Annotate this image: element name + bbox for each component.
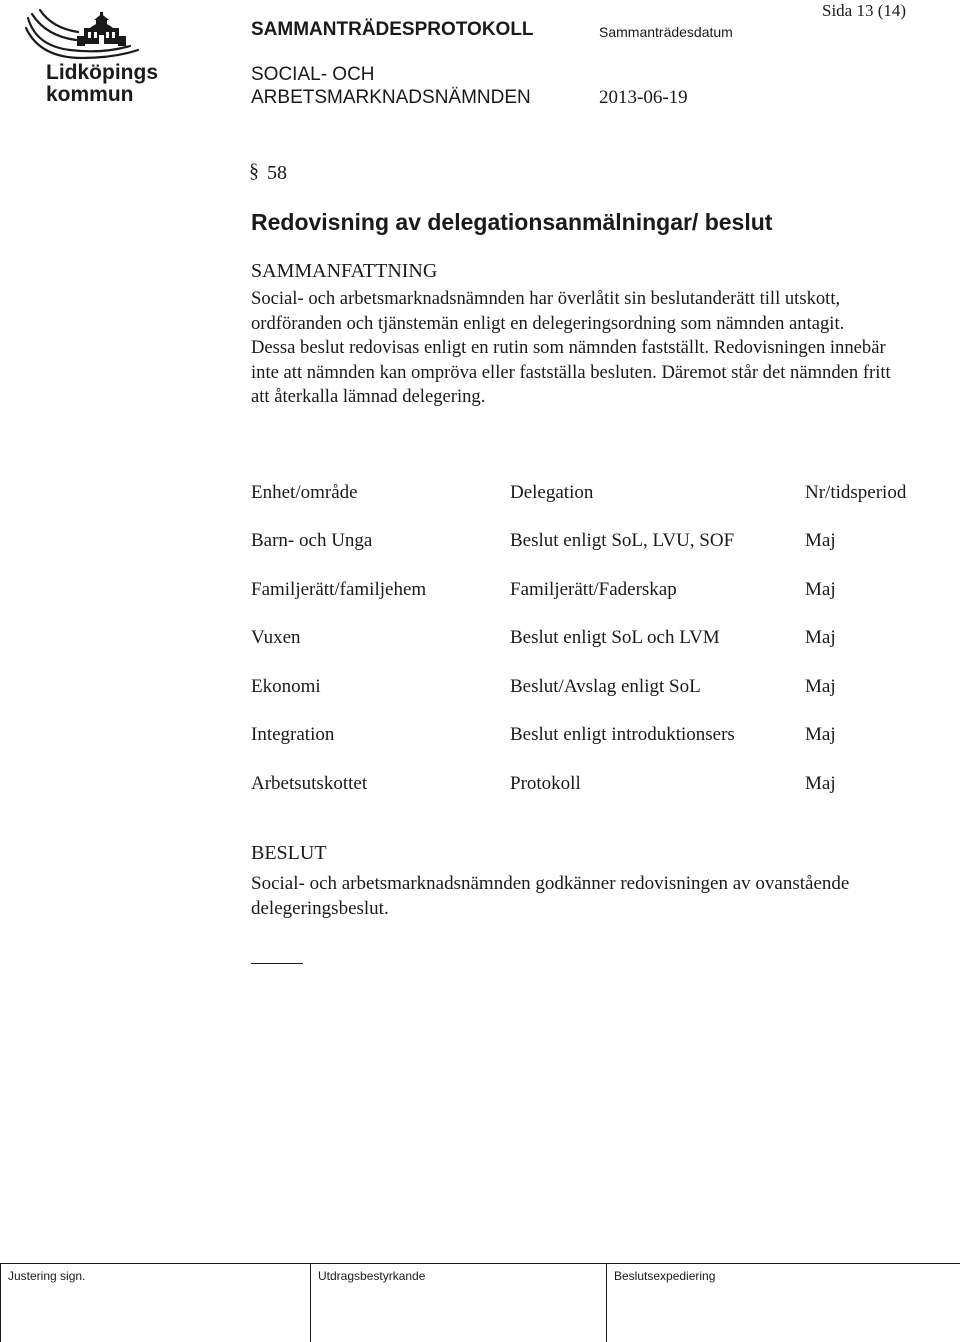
table-cell: Beslut enligt SoL och LVM [510,627,720,648]
table-cell: Maj [805,627,836,648]
table-cell: Vuxen [251,627,301,648]
table-cell: Maj [805,530,836,551]
header-period: Nr/tidsperiod [805,482,907,503]
table-cell: Familjerätt/familjehem [251,579,427,600]
logo-text-line1: Lidköpings [46,61,158,84]
committee-name-line1: SOCIAL- OCH [251,64,375,85]
table-cell: Integration [251,724,335,745]
date-label: Sammanträdesdatum [599,24,733,40]
logo-text-line2: kommun [46,83,134,106]
header-delegation: Delegation [510,482,594,503]
table-cell: Ekonomi [251,676,321,697]
table-cell: Maj [805,676,836,697]
footer-label-justering: Justering sign. [8,1269,86,1283]
header-unit: Enhet/område [251,482,358,503]
committee-name-line2: ARBETSMARKNADSNÄMNDEN [251,87,531,108]
logo-wordmark [46,62,158,106]
footer-divider [606,1264,607,1342]
page-number: Sida 13 (14) [822,1,907,20]
document-type: SAMMANTRÄDESPROTOKOLL [251,19,534,40]
summary-label: SAMMANFATTNING [251,260,438,282]
table-cell: Arbetsutskottet [251,773,368,794]
footer-divider [0,1264,1,1342]
signature-footer [0,1263,960,1342]
decision-label: BESLUT [251,842,327,864]
table-cell: Maj [805,773,836,794]
table-cell: Maj [805,724,836,745]
meeting-date: 2013-06-19 [599,87,688,108]
section-heading: Redovisning av delegationsanmälningar/ beslut [251,209,773,235]
end-rule-divider [251,963,303,964]
table-cell: Beslut enligt SoL, LVU, SOF [510,530,735,551]
section-number: 58 [267,162,287,184]
footer-label-expediering: Beslutsexpediering [614,1269,716,1283]
footer-label-utdrag: Utdragsbestyrkande [318,1269,426,1283]
footer-divider [310,1264,311,1342]
table-cell: Protokoll [510,773,581,794]
table-cell: Barn- och Unga [251,530,373,551]
table-cell: Familjerätt/Faderskap [510,579,677,600]
summary-text: Social- och arbetsmarknadsnämnden har överlåtit sin beslutanderätt till utskott, ordföranden och tjänstemän enligt en delegeringsordning som nämnden antagit. Dessa beslut redovisas enligt en rutin som nämnden fastställt. Redovisningen innebär inte att nämnden kan ompröva eller fastställa besluten. Däremot står det nämnden fritt att återkalla lämnad delegering. [251,288,891,407]
table-cell: Beslut/Avslag enligt SoL [510,676,701,697]
table-cell: Beslut enligt introduktionsers [510,724,735,745]
section-sign: § [249,160,259,182]
table-cell: Maj [805,579,836,600]
decision-text: Social- och arbetsmarknadsnämnden godkänner redovisningen av ovanstående delegeringsbeslut. [251,873,850,919]
